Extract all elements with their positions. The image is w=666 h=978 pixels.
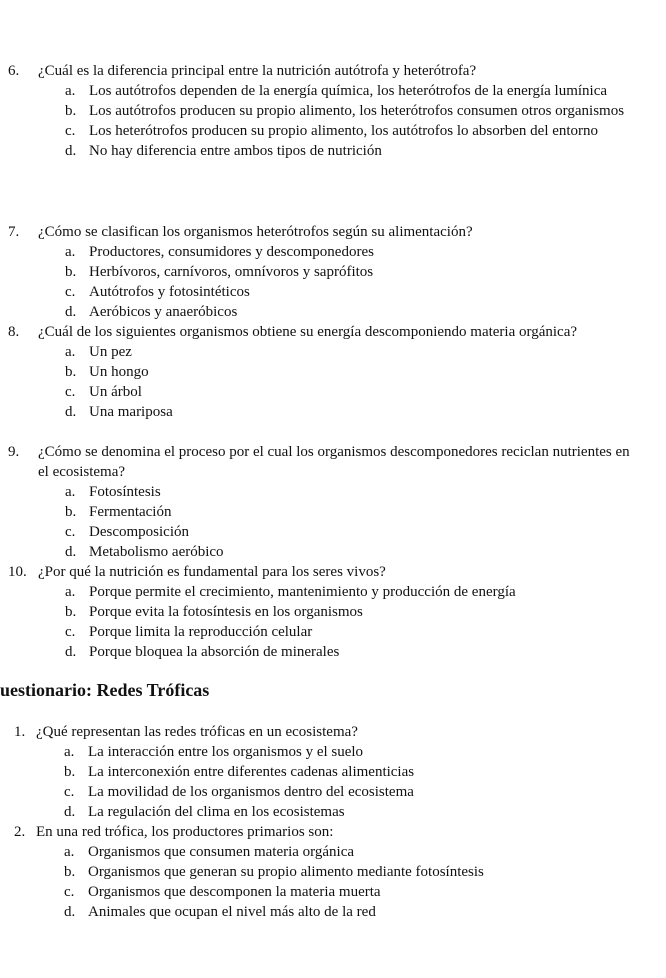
option-text: Aeróbicos y anaeróbicos — [89, 304, 238, 320]
option-text: Un pez — [89, 344, 132, 360]
option-c — [65, 121, 632, 141]
option-text: Animales que ocupan el nivel más alto de la red — [88, 904, 376, 920]
options-list — [64, 842, 632, 922]
option-c — [64, 782, 632, 802]
question-text: En una red trófica, los productores primarios son: — [36, 824, 334, 840]
options-list — [65, 482, 632, 562]
options-list — [64, 742, 632, 822]
option-letter: d. — [65, 644, 77, 660]
option-text: Autótrofos y fotosintéticos — [89, 284, 250, 300]
option-text: No hay diferencia entre ambos tipos de nutrición — [89, 143, 382, 159]
option-letter: c. — [65, 524, 76, 540]
option-text: La movilidad de los organismos dentro del ecosistema — [88, 784, 414, 800]
option-a — [64, 742, 632, 762]
option-letter: a. — [65, 244, 76, 260]
option-text: Organismos que consumen materia orgánica — [88, 844, 355, 860]
option-letter: c. — [65, 624, 76, 640]
option-b — [65, 602, 632, 622]
option-letter: d. — [65, 404, 77, 420]
option-d — [65, 402, 632, 422]
options-list — [65, 242, 632, 322]
option-text: Los autótrofos producen su propio alimento, los heterótrofos consumen otros organismos — [89, 103, 625, 119]
option-letter: d. — [64, 804, 76, 820]
option-text: Los autótrofos dependen de la energía química, los heterótrofos de la energía lumínica — [89, 83, 608, 99]
option-letter: c. — [65, 284, 76, 300]
option-c — [64, 882, 632, 902]
option-a — [65, 342, 632, 362]
option-letter: a. — [65, 584, 76, 600]
options-list — [65, 81, 632, 161]
question-text: ¿Cómo se denomina el proceso por el cual los organismos descomponedores reciclan nutrientes en el ecosistema? — [38, 444, 630, 480]
option-letter: c. — [65, 123, 76, 139]
option-letter: a. — [65, 83, 76, 99]
option-text: La interacción entre los organismos y el suelo — [88, 744, 364, 760]
option-letter: d. — [65, 143, 77, 159]
option-c — [65, 622, 632, 642]
option-a — [65, 582, 632, 602]
option-letter: a. — [64, 844, 75, 860]
option-d — [65, 642, 632, 662]
question-number: 10. — [8, 564, 27, 580]
option-d — [65, 542, 632, 562]
question-number: 2. — [14, 824, 26, 840]
question-number: 8. — [8, 324, 20, 340]
option-a — [65, 81, 632, 101]
option-text: Organismos que generan su propio alimento mediante fotosíntesis — [88, 864, 484, 880]
option-d — [65, 141, 632, 161]
section-title: uestionario: Redes Tróficas — [0, 680, 210, 700]
option-text: Un árbol — [89, 384, 142, 400]
question-10 — [8, 562, 632, 662]
option-d — [64, 902, 632, 922]
option-letter: b. — [65, 604, 77, 620]
question-1 — [14, 722, 632, 822]
question-text: ¿Qué representan las redes tróficas en un ecosistema? — [36, 724, 358, 740]
option-text: Porque bloquea la absorción de minerales — [89, 644, 340, 660]
option-a — [65, 482, 632, 502]
option-text: Porque evita la fotosíntesis en los organismos — [89, 604, 363, 620]
option-letter: b. — [65, 264, 77, 280]
option-b — [64, 762, 632, 782]
option-d — [64, 802, 632, 822]
question-8 — [8, 322, 632, 422]
option-b — [65, 262, 632, 282]
option-letter: c. — [64, 884, 75, 900]
option-b — [65, 502, 632, 522]
option-letter: c. — [65, 384, 76, 400]
option-text: Fotosíntesis — [89, 484, 161, 500]
option-letter: a. — [65, 484, 76, 500]
question-number: 6. — [8, 63, 20, 79]
option-text: Los heterótrofos producen su propio alimento, los autótrofos lo absorben del entorno — [89, 123, 599, 139]
question-9 — [8, 442, 632, 562]
option-b — [64, 862, 632, 882]
option-letter: d. — [64, 904, 76, 920]
question-7 — [8, 222, 632, 322]
option-text: La interconexión entre diferentes cadenas alimenticias — [88, 764, 415, 780]
option-letter: b. — [65, 103, 77, 119]
question-number: 7. — [8, 224, 20, 240]
question-text: ¿Cuál es la diferencia principal entre la nutrición autótrofa y heterótrofa? — [38, 63, 477, 79]
option-letter: b. — [64, 864, 76, 880]
question-text: ¿Por qué la nutrición es fundamental para los seres vivos? — [38, 564, 386, 580]
option-letter: b. — [64, 764, 76, 780]
option-text: Herbívoros, carnívoros, omnívoros y saprófitos — [89, 264, 374, 280]
option-text: Porque limita la reproducción celular — [89, 624, 313, 640]
option-text: Una mariposa — [89, 404, 173, 420]
option-text: Porque permite el crecimiento, mantenimiento y producción de energía — [89, 584, 516, 600]
option-c — [65, 382, 632, 402]
option-d — [65, 302, 632, 322]
option-text: Un hongo — [89, 364, 149, 380]
option-text: La regulación del clima en los ecosistemas — [88, 804, 345, 820]
option-a — [65, 242, 632, 262]
option-letter: a. — [64, 744, 75, 760]
option-text: Metabolismo aeróbico — [89, 544, 224, 560]
option-a — [64, 842, 632, 862]
option-text: Organismos que descomponen la materia muerta — [88, 884, 381, 900]
option-c — [65, 522, 632, 542]
option-text: Fermentación — [89, 504, 172, 520]
question-number: 9. — [8, 444, 20, 460]
question-text: ¿Cómo se clasifican los organismos heterótrofos según su alimentación? — [38, 224, 473, 240]
question-2 — [14, 822, 632, 922]
option-letter: d. — [65, 304, 77, 320]
option-letter: b. — [65, 504, 77, 520]
option-letter: b. — [65, 364, 77, 380]
option-letter: d. — [65, 544, 77, 560]
option-b — [65, 101, 632, 121]
options-list — [65, 582, 632, 662]
question-text: ¿Cuál de los siguientes organismos obtiene su energía descomponiendo materia orgánica? — [38, 324, 578, 340]
options-list — [65, 342, 632, 422]
option-text: Productores, consumidores y descomponedores — [89, 244, 374, 260]
option-text: Descomposición — [89, 524, 189, 540]
option-b — [65, 362, 632, 382]
question-6 — [8, 61, 632, 161]
option-c — [65, 282, 632, 302]
question-number: 1. — [14, 724, 26, 740]
option-letter: a. — [65, 344, 76, 360]
option-letter: c. — [64, 784, 75, 800]
